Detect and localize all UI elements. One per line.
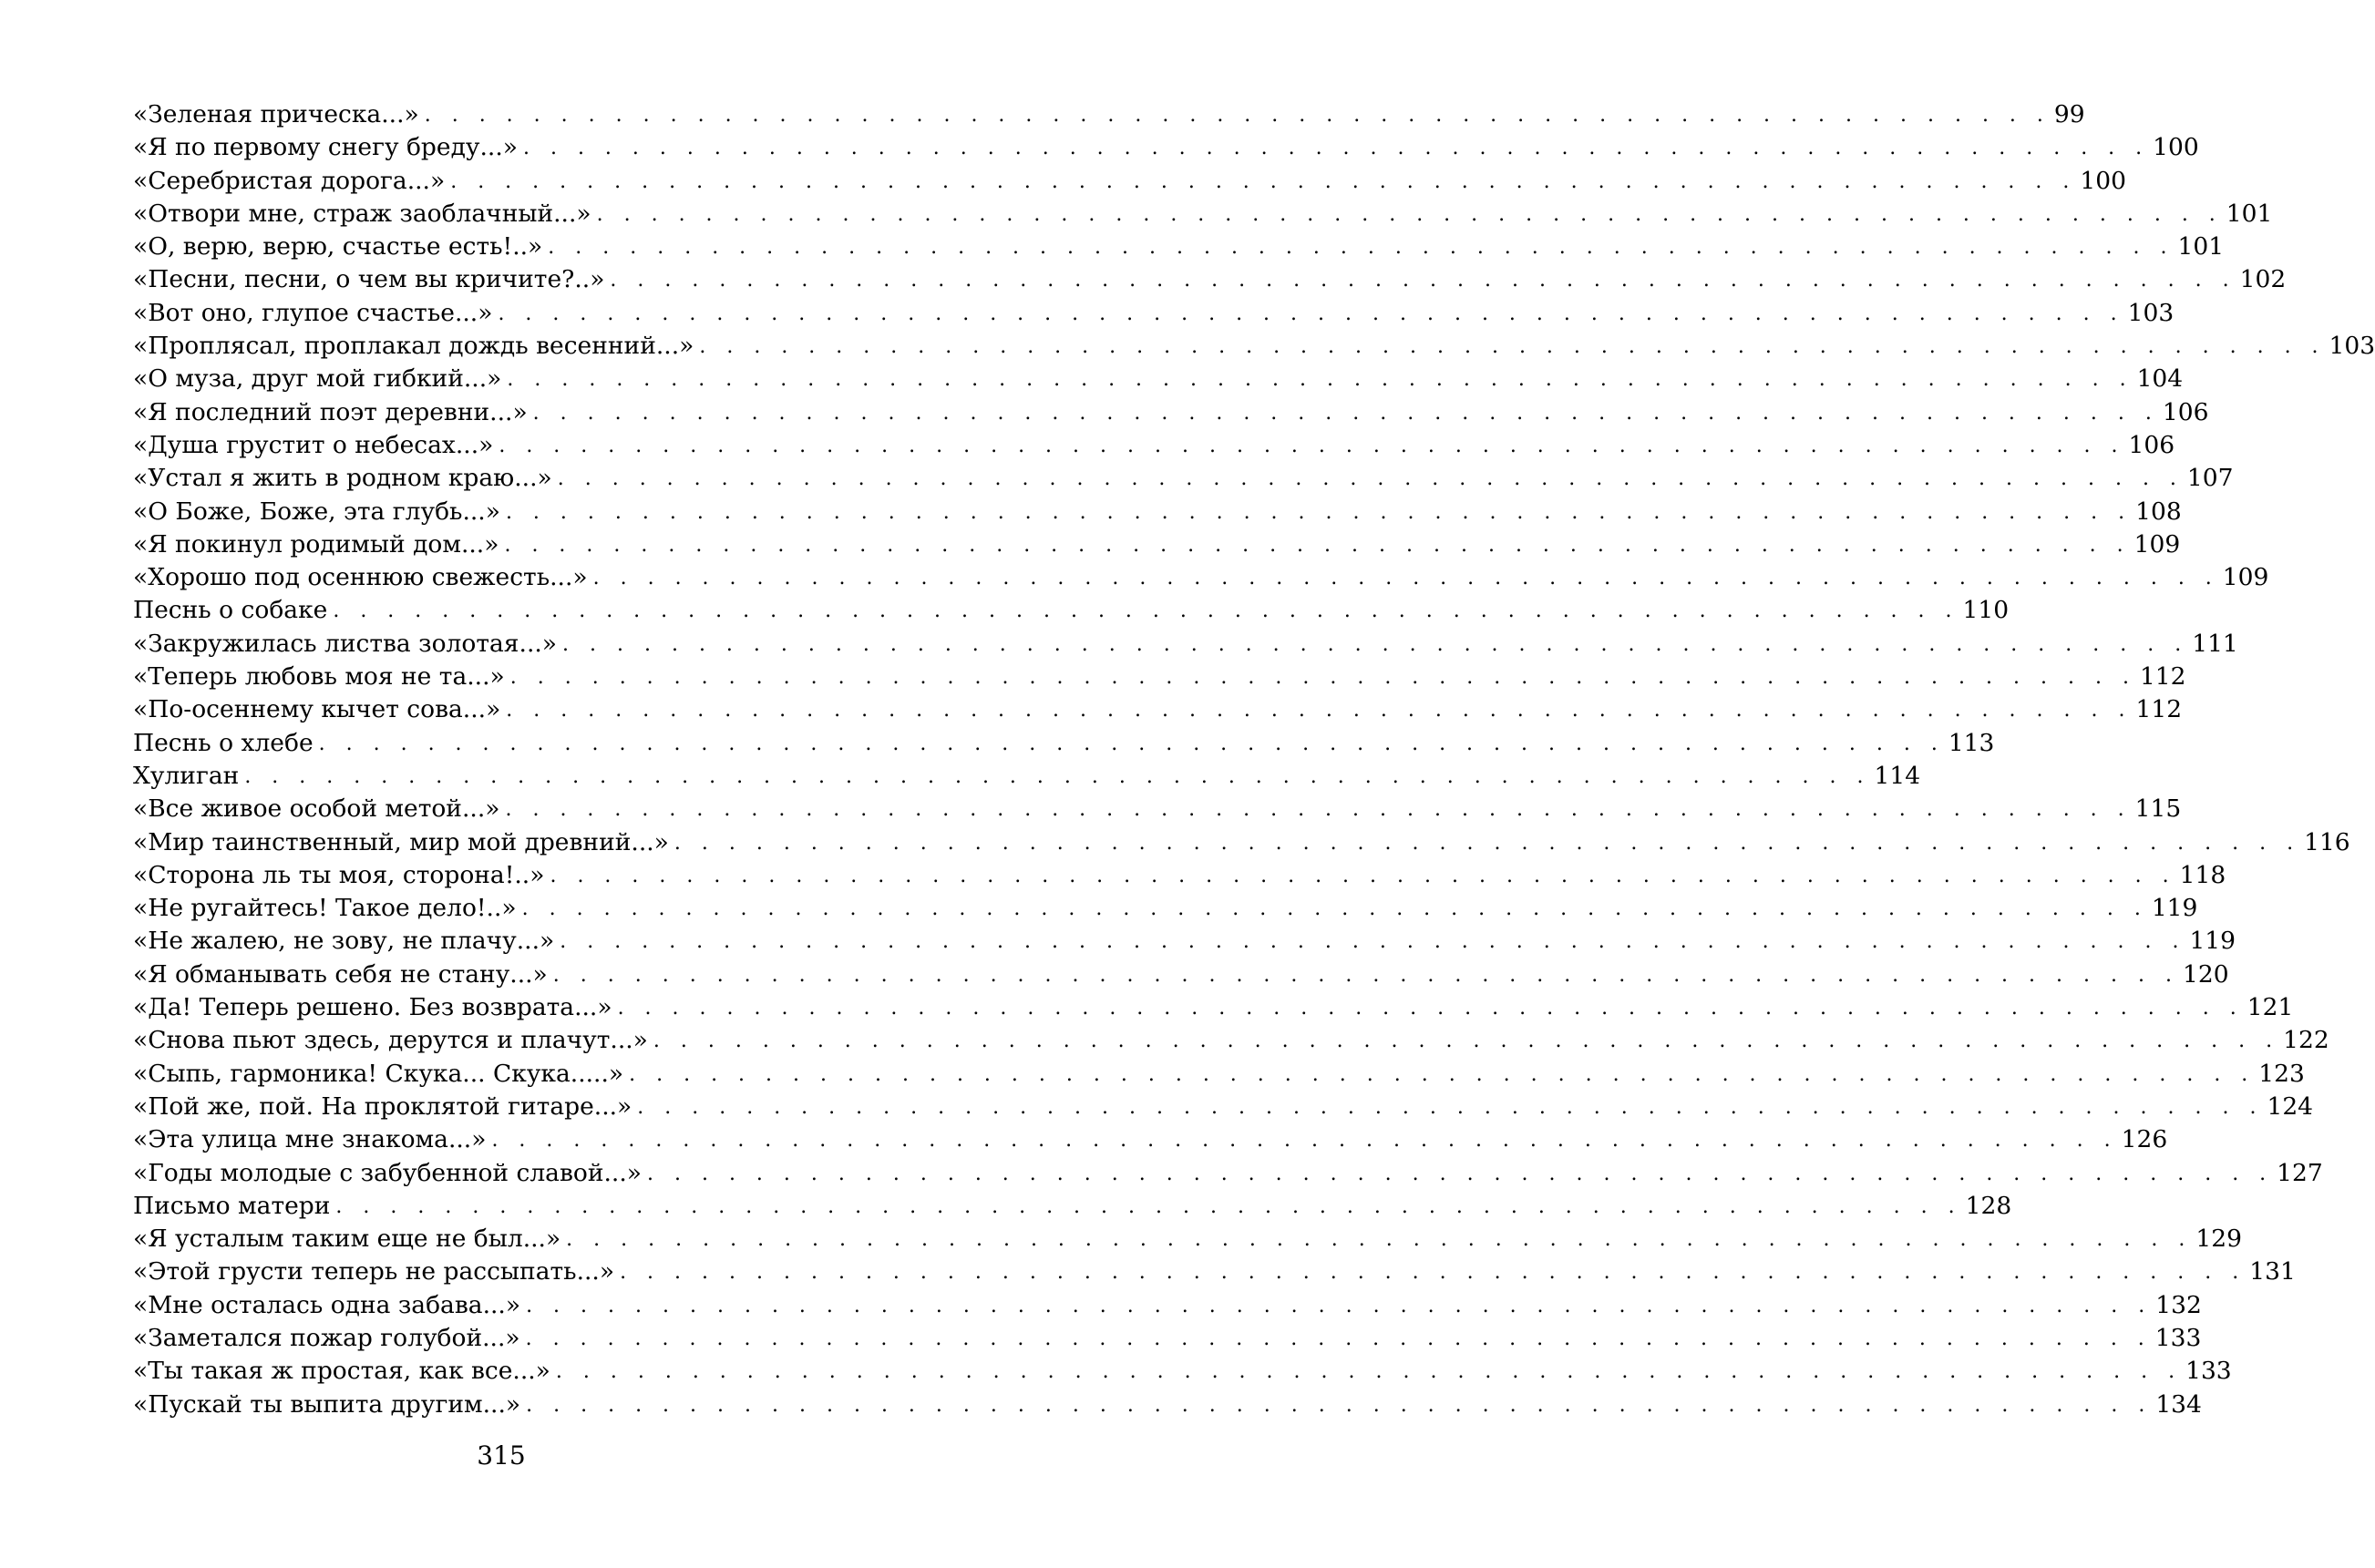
toc-entry-title: «Зеленая прическа...»: [133, 100, 419, 128]
toc-entry-title: «Этой грусти теперь не рассыпать...»: [133, 1257, 615, 1286]
toc-entry: [133, 727, 1995, 760]
toc-entry-title: «Мир таинственный, мир мой древний...»: [133, 827, 669, 856]
toc-entry-title: «Сторона ль ты моя, сторона!..»: [133, 860, 545, 889]
toc-entry-page: 119: [2189, 927, 2236, 956]
dot-leader: . . . . . . . . . . . . . . . . . . . . . . . . . . . . . . . . . . . . . . . . . . . . . . . . . . . . . . . . . . . .: [637, 1095, 2264, 1119]
toc-entry-page: 104: [2136, 364, 2184, 394]
toc-entry: [133, 231, 2225, 263]
dot-leader: . . . . . . . . . . . . . . . . . . . . . . . . . . . . . . . . . . . . . . . . . . . . . . . . . . . . . . . . . . . .: [557, 467, 2184, 491]
table-of-contents: [133, 98, 2375, 1421]
toc-entry: [133, 760, 1921, 793]
toc-entry-page: 107: [2186, 464, 2234, 493]
dot-leader: . . . . . . . . . . . . . . . . . . . . . . . . . . . . . . . . . . . . . . . . . . . . . . . . . . . . . . . . . . . .: [525, 1327, 2152, 1350]
toc-entry-page: 118: [2179, 860, 2226, 889]
toc-entry: [133, 1190, 2012, 1223]
dot-leader: . . . . . . . . . . . . . . . . . . . . . . . . . . . . . . . . . . . . . . . . . . . . . . . . . . . . . . . . . . . .: [550, 864, 2176, 887]
dot-leader: . . . . . . . . . . . . . . . . . . . . . . . . . . . . . . . . . . . . . . . . . . . . . . . . . . . . . . . . . . . .: [548, 236, 2175, 260]
toc-entry: [133, 1123, 2168, 1156]
dot-leader: . . . . . . . . . . . . . . . . . . . . . . . . . . . . . . . . . . . . . . . . . . . . . . . . . . . . . . . . . . . .: [521, 897, 2148, 921]
toc-entry-title: «Хорошо под осеннюю свежесть...»: [133, 563, 588, 592]
toc-entry: [133, 263, 2287, 296]
dot-leader: . . . . . . . . . . . . . . . . . . . . . . . . . . . . . . . . . . . . . . . . . . . . . . . . . . . . . . . . . . . .: [522, 137, 2150, 160]
toc-entry-title: «Вот оно, глупое счастье...»: [133, 298, 493, 327]
toc-entry-page: 115: [2134, 794, 2182, 824]
toc-entry: [133, 892, 2198, 925]
dot-leader: . . . . . . . . . . . . . . . . . . . . . . . . . . . . . . . . . . . . . . . . . . . . . . . . . . . . . . . . . . . .: [562, 632, 2189, 656]
dot-leader: . . . . . . . . . . . . . . . . . . . . . . . . . . . . . . . . . . . . . . . . . . . . . . . . . . . . . . . . . . . .: [592, 567, 2219, 590]
toc-entry-page: 112: [2139, 662, 2186, 692]
dot-leader: . . . . . . . . . . . . . . . . . . . . . . . . . . . . . . . . . . . . . . . . . . . . . . . . . . . . . . . . . . . .: [509, 666, 2136, 690]
dot-leader: . . . . . . . . . . . . . . . . . . . . . . . . . . . . . . . . . . . . . . . . . . . . . . . . . . . . . . . . . . . .: [699, 335, 2326, 359]
toc-entry-page: 113: [1948, 728, 1995, 757]
toc-entry-page: 101: [2177, 232, 2225, 261]
toc-entry-page: 114: [1874, 761, 1921, 790]
toc-entry-page: 111: [2192, 629, 2238, 658]
toc-entry-page: 121: [2246, 993, 2294, 1022]
toc-entry-page: 101: [2226, 199, 2273, 228]
toc-entry-page: 133: [2185, 1357, 2232, 1386]
toc-entry: [133, 594, 2010, 627]
toc-entry: [133, 1024, 2329, 1057]
toc-entry: [133, 826, 2350, 859]
dot-leader: . . . . . . . . . . . . . . . . . . . . . . . . . . . . . . . . . . . . . . . . . . . . . . . . . . . . . . . . . . . .: [498, 302, 2124, 325]
toc-entry-title: «О, верю, верю, счастье есть!..»: [133, 232, 543, 261]
dot-leader: . . . . . . . . . . . . . . . . . . . . . . . . . . . . . . . . . . . . . . . . . . . . . . . . . . . . . . . . . . . .: [424, 104, 2051, 127]
dot-leader: . . . . . . . . . . . . . . . . . . . . . . . . . . . . . . . . . . . . . . . . . . . . . . . . . . . . . . . . . . . .: [646, 1162, 2274, 1185]
toc-entry: [133, 330, 2375, 363]
toc-entry-page: 100: [2080, 166, 2126, 195]
toc-entry: [133, 628, 2238, 661]
toc-entry: [133, 98, 2085, 131]
toc-entry-title: «Проплясал, проплакал дождь весенний...»: [133, 332, 694, 361]
dot-leader: . . . . . . . . . . . . . . . . . . . . . . . . . . . . . . . . . . . . . . . . . . . . . . . . . . . . . . . . . . . .: [526, 1294, 2153, 1317]
toc-entry: [133, 991, 2294, 1024]
toc-entry-page: 131: [2249, 1257, 2296, 1286]
toc-entry-title: «Снова пьют здесь, дерутся и плачут...»: [133, 1026, 648, 1055]
toc-entry: [133, 1091, 2314, 1123]
toc-entry-title: «Душа грустит о небесах...»: [133, 430, 494, 459]
toc-entry-title: Песнь о хлебе: [133, 728, 314, 757]
toc-entry: [133, 693, 2183, 726]
toc-entry: [133, 198, 2273, 231]
toc-entry-page: 127: [2277, 1158, 2323, 1187]
toc-entry: [133, 1355, 2232, 1388]
toc-entry-title: «Закружилась листва золотая...»: [133, 629, 558, 658]
toc-entry-title: «Устал я жить в родном краю...»: [133, 464, 552, 493]
toc-entry-page: 134: [2155, 1389, 2202, 1419]
toc-entry-page: 108: [2135, 497, 2182, 526]
toc-entry: [133, 1289, 2202, 1322]
toc-entry: [133, 1223, 2242, 1255]
toc-entry-title: «Пускай ты выпита другим...»: [133, 1389, 521, 1419]
toc-entry-title: «Теперь любовь моя не та...»: [133, 662, 505, 692]
toc-entry-page: 120: [2182, 959, 2229, 989]
dot-leader: . . . . . . . . . . . . . . . . . . . . . . . . . . . . . . . . . . . . . . . . . . . . . . . . . . . . . . . . . . . .: [507, 368, 2133, 392]
toc-entry: [133, 462, 2234, 495]
toc-entry: [133, 1322, 2202, 1355]
toc-entry-title: «Да! Теперь решено. Без возврата...»: [133, 993, 612, 1022]
toc-entry-title: «О муза, друг мой гибкий...»: [133, 364, 502, 394]
toc-entry: [133, 1389, 2202, 1421]
toc-entry: [133, 793, 2182, 825]
toc-entry-page: 132: [2155, 1290, 2202, 1319]
dot-leader: . . . . . . . . . . . . . . . . . . . . . . . . . . . . . . . . . . . . . . . . . . . . . . . . . . . . . . . . . . . .: [555, 1360, 2183, 1384]
dot-leader: . . . . . . . . . . . . . . . . . . . . . . . . . . . . . . . . . . . . . . . . . . . . . . . . . . . . . . . . . . . .: [610, 269, 2236, 292]
toc-entry-title: «Мне осталась одна забава...»: [133, 1290, 521, 1319]
toc-entry-page: 103: [2127, 298, 2175, 327]
toc-entry-title: Письмо матери: [133, 1191, 331, 1220]
dot-leader: . . . . . . . . . . . . . . . . . . . . . . . . . . . . . . . . . . . . . . . . . . . . . . . . . . . . . . . . . . . .: [318, 732, 1945, 755]
dot-leader: . . . . . . . . . . . . . . . . . . . . . . . . . . . . . . . . . . . . . . . . . . . . . . . . . . . . . . . . . . . .: [506, 699, 2133, 723]
dot-leader: . . . . . . . . . . . . . . . . . . . . . . . . . . . . . . . . . . . . . . . . . . . . . . . . . . . . . . . . . . . .: [333, 600, 1959, 623]
toc-entry-title: «Не жалею, не зову, не плачу...»: [133, 927, 555, 956]
toc-entry-title: «Годы молодые с забубенной славой...»: [133, 1158, 642, 1187]
toc-entry-page: 109: [2133, 529, 2181, 559]
toc-entry-page: 109: [2222, 563, 2269, 592]
toc-entry-page: 103: [2329, 332, 2375, 361]
toc-entry: [133, 429, 2175, 462]
dot-leader: . . . . . . . . . . . . . . . . . . . . . . . . . . . . . . . . . . . . . . . . . . . . . . . . . . . . . . . . . . . .: [552, 963, 2179, 987]
toc-entry-page: 129: [2195, 1225, 2242, 1254]
toc-entry-title: «Я последний поэт деревни...»: [133, 397, 528, 426]
toc-entry-page: 126: [2121, 1125, 2168, 1154]
toc-entry-page: 124: [2267, 1091, 2314, 1121]
toc-entry-title: «Все живое особой метой...»: [133, 794, 500, 824]
dot-leader: . . . . . . . . . . . . . . . . . . . . . . . . . . . . . . . . . . . . . . . . . . . . . . . . . . . . . . . . . . . .: [244, 764, 1871, 788]
toc-entry-title: «Эта улица мне знакома...»: [133, 1125, 487, 1154]
dot-leader: . . . . . . . . . . . . . . . . . . . . . . . . . . . . . . . . . . . . . . . . . . . . . . . . . . . . . . . . . . . .: [504, 533, 2131, 557]
toc-entry-page: 119: [2151, 894, 2198, 923]
toc-entry-page: 122: [2283, 1026, 2329, 1055]
toc-entry: [133, 859, 2226, 892]
dot-leader: . . . . . . . . . . . . . . . . . . . . . . . . . . . . . . . . . . . . . . . . . . . . . . . . . . . . . . . . . . . .: [450, 169, 2077, 193]
toc-entry-title: «Отвори мне, страж заоблачный...»: [133, 199, 591, 228]
toc-entry-page: 106: [2128, 430, 2175, 459]
toc-entry-title: «Я покинул родимый дом...»: [133, 529, 499, 559]
dot-leader: . . . . . . . . . . . . . . . . . . . . . . . . . . . . . . . . . . . . . . . . . . . . . . . . . . . . . . . . . . . .: [629, 1062, 2256, 1086]
toc-entry-title: «Песни, песни, о чем вы кричите?..»: [133, 265, 605, 294]
toc-entry: [133, 363, 2184, 395]
toc-entry-title: Песнь о собаке: [133, 596, 328, 625]
dot-leader: . . . . . . . . . . . . . . . . . . . . . . . . . . . . . . . . . . . . . . . . . . . . . . . . . . . . . . . . . . . .: [653, 1030, 2280, 1053]
toc-entry-title: «Ты такая ж простая, как все...»: [133, 1357, 550, 1386]
toc-entry-title: «О Боже, Боже, эта глубь...»: [133, 497, 500, 526]
dot-leader: . . . . . . . . . . . . . . . . . . . . . . . . . . . . . . . . . . . . . . . . . . . . . . . . . . . . . . . . . . . .: [499, 434, 2125, 457]
toc-entry-title: «Не ругайтесь! Такое дело!..»: [133, 894, 517, 923]
toc-entry: [133, 131, 2199, 164]
toc-entry-page: 106: [2162, 397, 2209, 426]
toc-entry: [133, 958, 2229, 991]
dot-leader: . . . . . . . . . . . . . . . . . . . . . . . . . . . . . . . . . . . . . . . . . . . . . . . . . . . . . . . . . . . .: [526, 1393, 2153, 1417]
toc-entry-page: 100: [2153, 133, 2199, 162]
toc-entry: [133, 1255, 2296, 1288]
dot-leader: . . . . . . . . . . . . . . . . . . . . . . . . . . . . . . . . . . . . . . . . . . . . . . . . . . . . . . . . . . . .: [560, 930, 2186, 954]
toc-entry: [133, 165, 2126, 198]
toc-entry-page: 133: [2154, 1323, 2202, 1352]
toc-entry-page: 116: [2304, 827, 2350, 856]
dot-leader: . . . . . . . . . . . . . . . . . . . . . . . . . . . . . . . . . . . . . . . . . . . . . . . . . . . . . . . . . . . .: [620, 1261, 2246, 1285]
dot-leader: . . . . . . . . . . . . . . . . . . . . . . . . . . . . . . . . . . . . . . . . . . . . . . . . . . . . . . . . . . . .: [673, 831, 2301, 855]
dot-leader: . . . . . . . . . . . . . . . . . . . . . . . . . . . . . . . . . . . . . . . . . . . . . . . . . . . . . . . . . . . .: [505, 500, 2133, 524]
toc-entry: [133, 661, 2186, 693]
toc-entry-page: 123: [2258, 1059, 2305, 1088]
toc-entry: [133, 396, 2209, 429]
toc-entry: [133, 1058, 2305, 1091]
toc-entry-title: «По-осеннему кычет сова...»: [133, 695, 501, 724]
toc-entry-page: 128: [1965, 1191, 2012, 1220]
toc-entry: [133, 1157, 2323, 1190]
toc-entry-page: 112: [2135, 695, 2183, 724]
toc-entry-page: 102: [2239, 265, 2287, 294]
dot-leader: . . . . . . . . . . . . . . . . . . . . . . . . . . . . . . . . . . . . . . . . . . . . . . . . . . . . . . . . . . . .: [617, 997, 2244, 1020]
dot-leader: . . . . . . . . . . . . . . . . . . . . . . . . . . . . . . . . . . . . . . . . . . . . . . . . . . . . . . . . . . . .: [505, 798, 2132, 822]
toc-entry: [133, 496, 2182, 528]
dot-leader: . . . . . . . . . . . . . . . . . . . . . . . . . . . . . . . . . . . . . . . . . . . . . . . . . . . . . . . . . . . .: [596, 202, 2223, 226]
toc-entry: [133, 528, 2181, 561]
toc-entry-title: «Я усталым таким еще не был...»: [133, 1225, 561, 1254]
toc-entry-title: «Сыпь, гармоника! Скука... Скука.....»: [133, 1059, 624, 1088]
toc-entry: [133, 925, 2236, 958]
toc-entry-title: «Я по первому снегу бреду...»: [133, 133, 518, 162]
dot-leader: . . . . . . . . . . . . . . . . . . . . . . . . . . . . . . . . . . . . . . . . . . . . . . . . . . . . . . . . . . . .: [532, 401, 2159, 425]
toc-entry-title: «Серебристая дорога...»: [133, 166, 446, 195]
page-number: 315: [477, 1440, 526, 1471]
dot-leader: . . . . . . . . . . . . . . . . . . . . . . . . . . . . . . . . . . . . . . . . . . . . . . . . . . . . . . . . . . . .: [335, 1194, 1962, 1218]
toc-entry: [133, 561, 2269, 594]
toc-entry: [133, 297, 2175, 330]
toc-entry-title: «Пой же, пой. На проклятой гитаре...»: [133, 1091, 632, 1121]
dot-leader: . . . . . . . . . . . . . . . . . . . . . . . . . . . . . . . . . . . . . . . . . . . . . . . . . . . . . . . . . . . .: [566, 1228, 2193, 1252]
toc-entry-title: «Заметался пожар голубой...»: [133, 1323, 520, 1352]
dot-leader: . . . . . . . . . . . . . . . . . . . . . . . . . . . . . . . . . . . . . . . . . . . . . . . . . . . . . . . . . . . .: [491, 1129, 2118, 1153]
toc-entry-page: 99: [2053, 100, 2085, 128]
toc-entry-page: 110: [1962, 596, 2010, 625]
toc-entry-title: Хулиган: [133, 761, 240, 790]
toc-entry-title: «Я обманывать себя не стану...»: [133, 959, 548, 989]
